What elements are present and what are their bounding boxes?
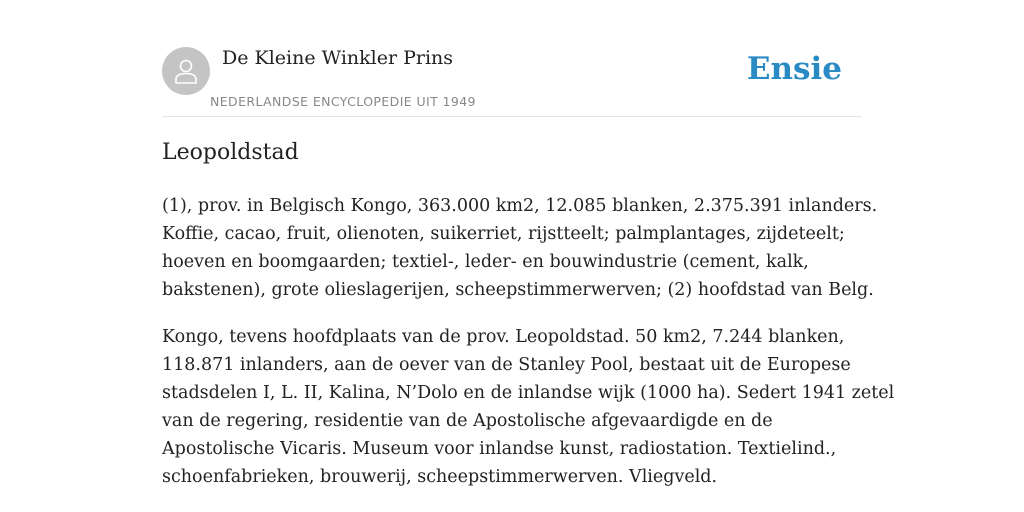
encyclopedia-subtitle: NEDERLANDSE ENCYCLOPEDIE UIT 1949 (210, 94, 476, 109)
paragraph-2 (162, 323, 895, 491)
article-body (162, 192, 895, 510)
header (162, 40, 862, 117)
article-title: Leopoldstad (162, 140, 299, 165)
text-line: schoenfabrieken, brouwerij, scheepstimmerwerven. Vliegveld. (162, 467, 718, 487)
text-line: 118.871 inlanders, aan de oever van de Stanley Pool, bestaat uit de Europese (162, 355, 851, 375)
text-line: hoeven en boomgaarden; textiel-, leder- en bouwindustrie (cement, kalk, (162, 252, 809, 272)
brand-logo[interactable]: Ensie (746, 51, 842, 87)
text-line: van de regering, residentie van de Apostolische afgevaardigde en de (162, 411, 773, 431)
text-line: Kongo, tevens hoofdplaats van de prov. Leopoldstad. 50 km2, 7.244 blanken, (162, 327, 845, 347)
text-line: (1), prov. in Belgisch Kongo, 363.000 km2, 12.085 blanken, 2.375.391 inlanders. (162, 196, 878, 216)
text-line: Koffie, cacao, fruit, olienoten, suikerriet, rijstteelt; palmplantages, zijdeteelt; (162, 224, 845, 244)
text-line: Apostolische Vicaris. Museum voor inlandse kunst, radiostation. Textielind., (162, 439, 837, 459)
paragraph-1 (162, 192, 878, 304)
text-line: stadsdelen I, L. II, Kalina, N’Dolo en de inlandse wijk (1000 ha). Sedert 1941 zetel (162, 383, 895, 403)
user-icon (172, 56, 200, 86)
avatar[interactable] (162, 47, 210, 95)
text-line: bakstenen), grote olieslagerijen, scheepstimmerwerven; (2) hoofdstad van Belg. (162, 280, 874, 300)
author-name[interactable]: De Kleine Winkler Prins (222, 47, 454, 69)
